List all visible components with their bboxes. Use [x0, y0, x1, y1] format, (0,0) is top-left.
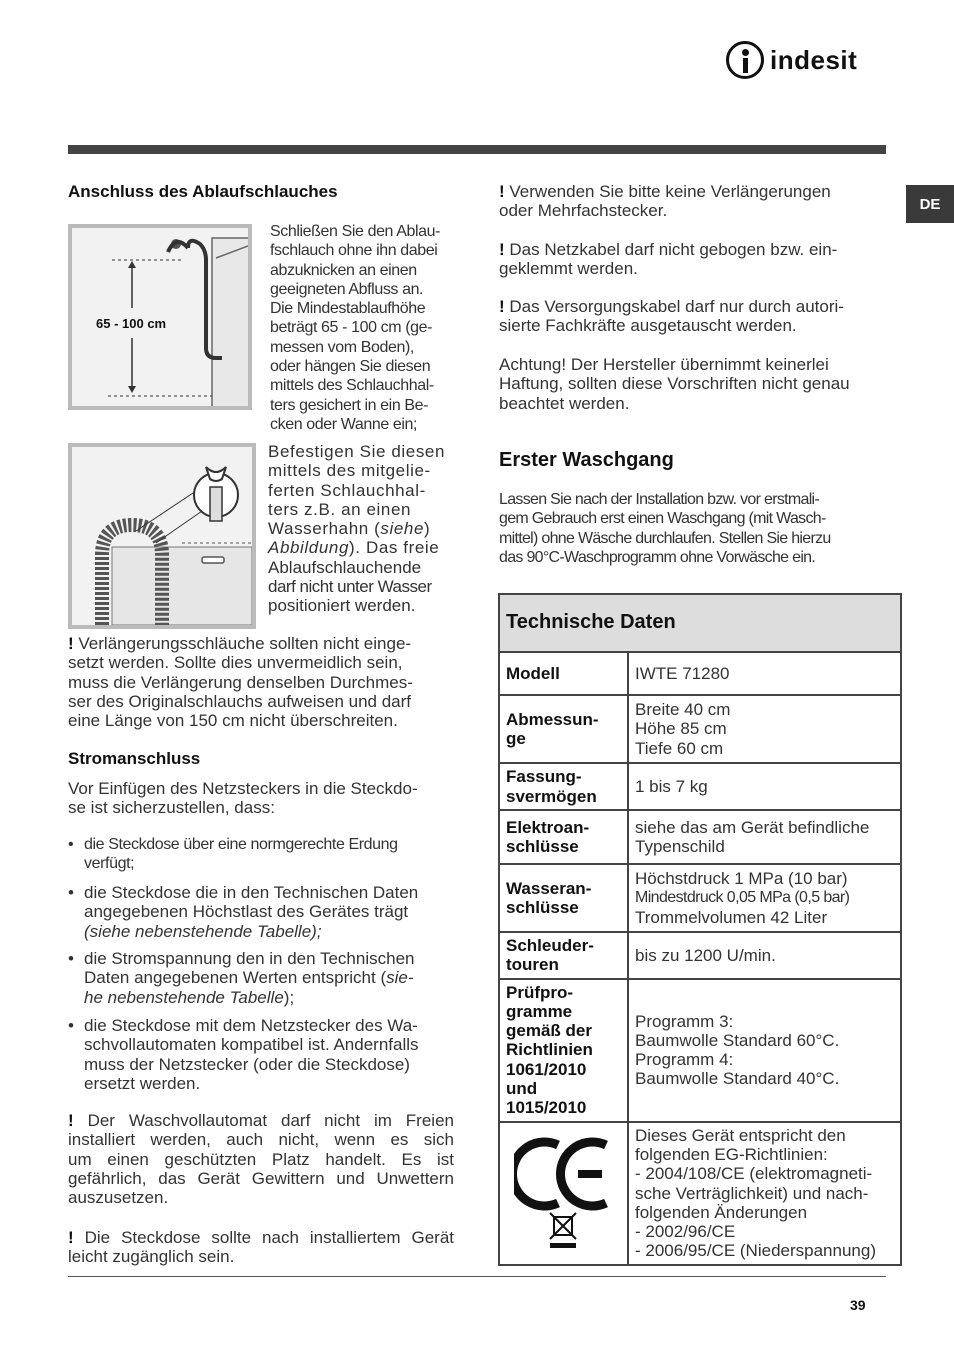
hose-holder-text: Befestigen Sie diesen mittels des mitgelie- ferten Schlauchhal- ters z.B. an einen Wasserhahn (siehe) Abbildung). Das freie Ablaufschlauchende darf nicht unter Wasser positioniert werden. [268, 442, 446, 616]
hose-holder-illustration [72, 447, 252, 625]
warning-icon: ! [68, 1111, 74, 1130]
power-bullet-list-3 [68, 949, 458, 1007]
warning-icon: ! [499, 297, 505, 316]
drain-hose-text: Schließen Sie den Ablau- fschlauch ohne ihn dabei abzuknicken an einen geeigneten Abfluss an. Die Mindestablaufhöhe beträgt 65 - 100 cm (ge- messen vom Boden), oder hängen Sie diesen mittels des Schlauchhal- ters gesichert in ein Be- cken oder Wanne ein; [270, 223, 441, 433]
power-bullet-list-4 [68, 1016, 458, 1093]
page-number: 39 [850, 1297, 866, 1313]
header-bar [68, 145, 886, 154]
warning-icon: ! [499, 240, 505, 259]
indesit-logo [726, 40, 857, 80]
list-item: • die Steckdose die in den Technischen Daten angegebenen Höchstlast des Gerätes trägt (siehe nebenstehende Tabelle); [68, 883, 458, 941]
warning-icon: ! [499, 182, 505, 201]
table-row: Modell IWTE 71280 [499, 652, 901, 695]
note-outdoor: ! Der Waschvollautomat darf nicht im Freien installiert werden, auch nicht, wenn es sich um einen geschützten Platz handelt. Es ist gefährlich, das Gerät Gewittern und Unwettern auszusetzen. [68, 1111, 454, 1208]
list-item: • die Stromspannung den in den Technischen Daten angegebenen Werten entspricht (sie- he nebenstehende Tabelle); [68, 949, 458, 1007]
table-row: Fassung- svermögen 1 bis 7 kg [499, 763, 901, 810]
note-cable-bend: ! Das Netzkabel darf nicht gebogen bzw. ein- geklemmt werden. [499, 240, 838, 279]
heading-first-wash: Erster Waschgang [499, 449, 674, 471]
liability-warning: Achtung! Der Hersteller übernimmt keinerlei Haftung, sollten diese Vorschriften nicht genau beachtet werden. [499, 355, 850, 413]
power-intro: Vor Einfügen des Netzsteckers in die Steckdo- se ist sicherzustellen, dass: [68, 779, 418, 818]
hose-holder-figure [68, 443, 256, 629]
power-bullet-list-2 [68, 883, 458, 941]
ce-mark-and-weee-icon [514, 1131, 614, 1251]
note-cable-replacement: ! Das Versorgungskabel darf nur durch autori- sierte Fachkräfte ausgetauscht werden. [499, 297, 844, 336]
table-row: Wasseran- schlüsse Höchstdruck 1 MPa (10 bar) Mindestdruck 0,05 MPa (0,5 bar) Trommelvolumen 42 Liter [499, 864, 901, 932]
note-no-extensions: ! Verwenden Sie bitte keine Verlängerungen oder Mehrfachstecker. [499, 182, 831, 221]
language-tab: DE [906, 185, 954, 223]
list-item: • die Steckdose über eine normgerechte Erdung verfügt; [68, 835, 458, 874]
table-row: Prüfpro- gramme gemäß der Richtlinien 1061/2010 und 1015/2010 Programm 3: Baumwolle Standard 60°C. Programm 4: Baumwolle Standard 40°C. [499, 979, 901, 1122]
note-extension-hoses: ! Verlängerungsschläuche sollten nicht einge- setzt werden. Sollte dies unvermeidlich sein, muss die Verlängerung denselben Durchmes- ser des Originalschlauchs aufweisen und darf eine Länge von 150 cm nicht überschreiten. [68, 634, 413, 731]
table-row: Dieses Gerät entspricht den folgenden EG-Richtlinien: - 2004/108/CE (elektromagneti- sche Verträglichkeit) und nach- folgenden Änderungen - 2002/96/CE - 2006/95/CE (Niederspannung) [499, 1122, 901, 1265]
first-wash-text: Lassen Sie nach der Installation bzw. vor erstmali- gem Gebrauch erst einen Waschgang (mit Wasch- mittel) ohne Wäsche durchlaufen. Stellen Sie hierzu das 90°C-Waschprogramm ohne Vorwäsche ein. [499, 491, 831, 566]
table-row: Abmessun- ge Breite 40 cm Höhe 85 cm Tiefe 60 cm [499, 695, 901, 763]
table-title: Technische Daten [499, 594, 901, 652]
indesit-i-icon [726, 41, 764, 79]
warning-icon: ! [68, 634, 74, 653]
heading-power: Stromanschluss [68, 749, 201, 768]
table-row: Elektroan- schlüsse siehe das am Gerät befindliche Typenschild [499, 810, 901, 864]
list-item: • die Steckdose mit dem Netzstecker des Wa- schvollautomaten kompatibel ist. Andernfalls muss der Netzstecker (oder die Steckdose) ersetzt werden. [68, 1016, 458, 1093]
footer-line [68, 1276, 886, 1277]
warning-icon: ! [68, 1228, 74, 1247]
table-row: Schleuder- touren bis zu 1200 U/min. [499, 932, 901, 979]
drain-height-label: 65 - 100 cm [96, 316, 167, 331]
brand-name: indesit [770, 44, 858, 75]
power-bullet-list [68, 835, 458, 874]
heading-drain-hose: Anschluss des Ablaufschlauches [68, 182, 338, 201]
technical-data-table [498, 593, 902, 1266]
note-socket-access: ! Die Steckdose sollte nach installiertem Gerät leicht zugänglich sein. [68, 1228, 454, 1267]
